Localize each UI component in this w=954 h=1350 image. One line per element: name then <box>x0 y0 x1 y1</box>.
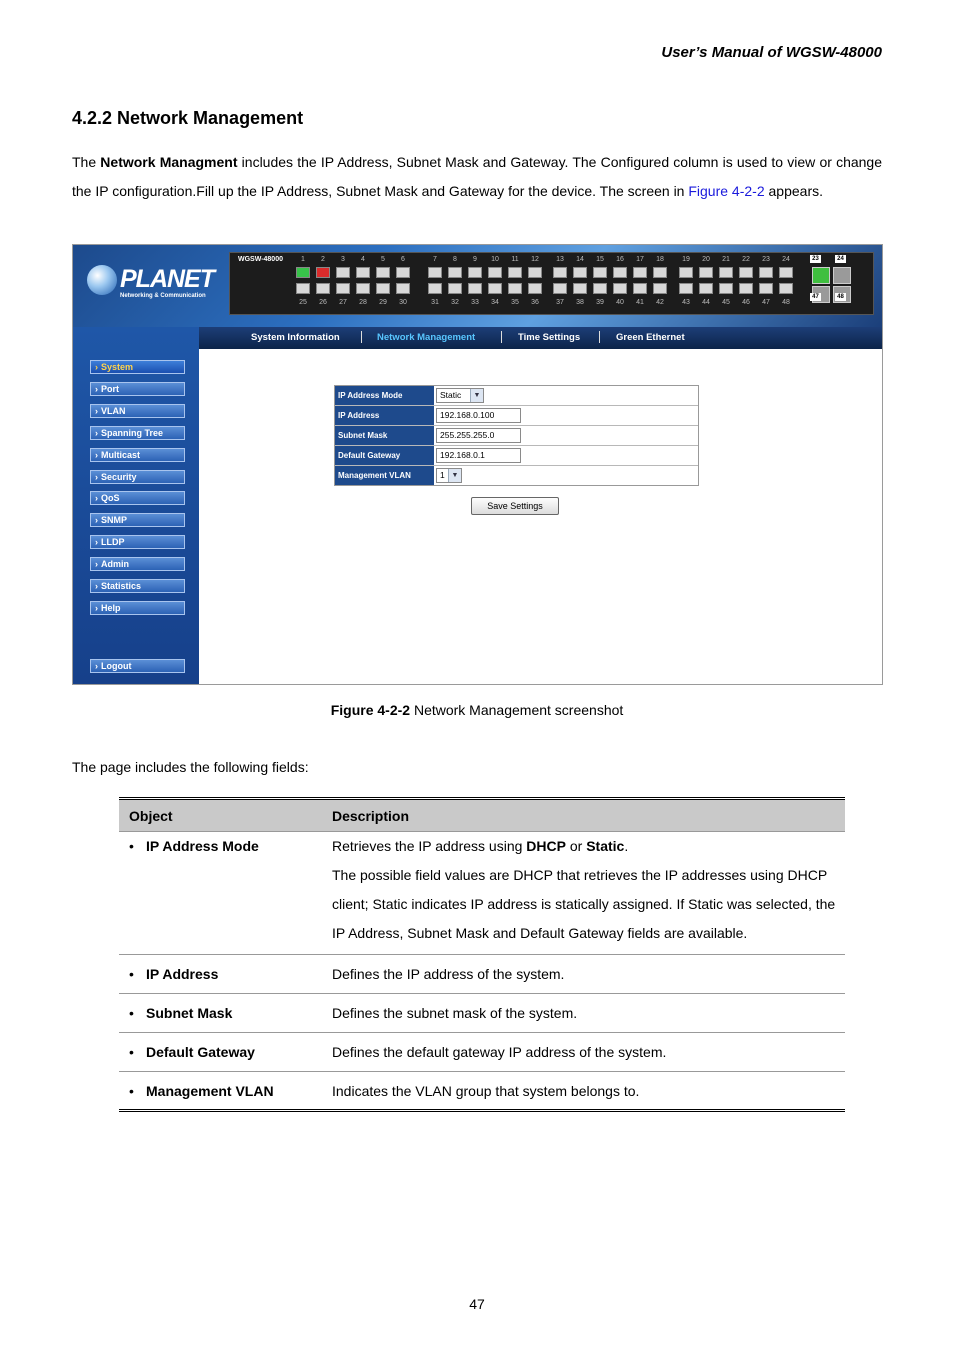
sidebar-item-spanning-tree[interactable]: › Spanning Tree <box>90 426 185 440</box>
sidebar-item-statistics[interactable]: › Statistics <box>90 579 185 593</box>
port-43[interactable] <box>679 283 693 294</box>
port-30[interactable] <box>396 283 410 294</box>
port-13[interactable] <box>553 267 567 278</box>
caption-figure-number: Figure 4-2-2 <box>330 702 411 718</box>
form-row <box>335 425 698 445</box>
ip-mode-select[interactable]: Static ▼ <box>436 388 484 403</box>
intro-bold: Network Managment <box>100 154 238 170</box>
port-46[interactable] <box>739 283 753 294</box>
port-number-label: 42 <box>656 299 664 306</box>
port-45[interactable] <box>719 283 733 294</box>
port-number-label: 3 <box>341 256 345 263</box>
port-48[interactable] <box>779 283 793 294</box>
port-number-label: 46 <box>742 299 750 306</box>
port-22[interactable] <box>739 267 753 278</box>
top-nav-bar <box>199 327 882 349</box>
chevron-down-icon: ▼ <box>470 389 483 402</box>
port-number-label: 33 <box>471 299 479 306</box>
save-settings-button[interactable]: Save Settings <box>471 497 559 515</box>
object-subnet-mask: • Subnet Mask <box>129 1005 232 1021</box>
intro-text-1: The <box>72 154 101 170</box>
content-area <box>199 349 882 684</box>
port-3[interactable] <box>336 267 350 278</box>
port-number-label: 47 <box>762 299 770 306</box>
port-16[interactable] <box>613 267 627 278</box>
port-number-label: 13 <box>556 256 564 263</box>
port-47[interactable] <box>759 283 773 294</box>
globe-icon <box>87 265 117 295</box>
switch-banner <box>73 245 882 327</box>
intro-paragraph <box>72 148 882 205</box>
switch-front-panel <box>229 252 874 315</box>
sidebar-item-snmp[interactable]: › SNMP <box>90 513 185 527</box>
default-gateway-input[interactable]: 192.168.0.1 <box>436 448 521 463</box>
port-11[interactable] <box>508 267 522 278</box>
form-row <box>335 465 698 485</box>
port-number-label: 26 <box>319 299 327 306</box>
port-number-label: 30 <box>399 299 407 306</box>
port-14[interactable] <box>573 267 587 278</box>
sfp-port-label: 24 <box>835 255 846 263</box>
column-header-object: Object <box>119 800 332 832</box>
port-number-label: 16 <box>616 256 624 263</box>
table-row <box>119 1072 845 1111</box>
management-vlan-label: Management VLAN <box>335 466 434 485</box>
table-header-row <box>119 800 845 832</box>
sidebar-item-security[interactable]: › Security <box>90 470 185 484</box>
nav-divider <box>361 331 362 343</box>
port-24[interactable] <box>779 267 793 278</box>
object-management-vlan: • Management VLAN <box>129 1083 274 1099</box>
port-number-label: 27 <box>339 299 347 306</box>
port-number-label: 5 <box>381 256 385 263</box>
port-41[interactable] <box>633 283 647 294</box>
port-35[interactable] <box>508 283 522 294</box>
port-23[interactable] <box>759 267 773 278</box>
port-number-label: 38 <box>576 299 584 306</box>
page-number: 47 <box>469 1296 485 1312</box>
port-17[interactable] <box>633 267 647 278</box>
description-text: Defines the default gateway IP address of the system. <box>332 1033 845 1072</box>
caption-text: Network Management screenshot <box>410 702 624 718</box>
manual-header: User’s Manual of WGSW-48000 <box>661 44 882 61</box>
port-number-label: 2 <box>321 256 325 263</box>
description-line: client; Static indicates IP address is statically assigned. If Static was selected, the <box>332 896 836 912</box>
port-18[interactable] <box>653 267 667 278</box>
fields-intro: The page includes the following fields: <box>72 759 309 775</box>
intro-text-2: includes the IP Address, Subnet Mask and Gateway. The Configured column is used to view or change the IP configuration.Fill up the IP Address, Subnet Mask and Gateway for the device. The screen in <box>72 154 882 199</box>
subnet-mask-input[interactable]: 255.255.255.0 <box>436 428 521 443</box>
object-default-gateway: • Default Gateway <box>129 1044 255 1060</box>
port-27[interactable] <box>336 283 350 294</box>
section-title: 4.2.2 Network Management <box>72 108 304 128</box>
sidebar-item-system[interactable]: › System <box>90 360 185 374</box>
port-number-label: 1 <box>301 256 305 263</box>
port-number-label: 39 <box>596 299 604 306</box>
port-number-label: 32 <box>451 299 459 306</box>
port-number-label: 19 <box>682 256 690 263</box>
logo-text: PLANET <box>120 265 214 293</box>
planet-logo <box>87 263 214 308</box>
port-number-label: 31 <box>431 299 439 306</box>
port-number-label: 28 <box>359 299 367 306</box>
table-row <box>119 832 845 955</box>
port-21[interactable] <box>719 267 733 278</box>
form-row <box>335 386 698 405</box>
port-number-label: 41 <box>636 299 644 306</box>
figure-link[interactable]: Figure 4-2-2 <box>688 182 765 199</box>
port-number-label: 22 <box>742 256 750 263</box>
network-management-screenshot <box>72 244 883 685</box>
port-40[interactable] <box>613 283 627 294</box>
port-number-label: 11 <box>511 256 519 263</box>
sidebar-item-help[interactable]: › Help <box>90 601 185 615</box>
sidebar-item-multicast[interactable]: › Multicast <box>90 448 185 462</box>
port-26[interactable] <box>316 283 330 294</box>
intro-text-3: appears. <box>764 182 823 199</box>
model-label: WGSW-48000 <box>238 256 283 263</box>
port-number-label: 35 <box>511 299 519 306</box>
port-32[interactable] <box>448 283 462 294</box>
port-2[interactable] <box>316 267 330 278</box>
port-number-label: 29 <box>379 299 387 306</box>
table-row <box>119 1033 845 1072</box>
description-text: Defines the subnet mask of the system. <box>332 994 845 1033</box>
sidebar-menu <box>73 327 199 684</box>
sidebar-item-vlan[interactable]: › VLAN <box>90 404 185 418</box>
port-29[interactable] <box>376 283 390 294</box>
fields-table <box>119 797 845 1112</box>
logo-subtitle: Networking & Communication <box>120 293 206 299</box>
sidebar-item-port[interactable]: › Port <box>90 382 185 396</box>
port-1[interactable] <box>296 267 310 278</box>
sidebar-item-lldp[interactable]: › LLDP <box>90 535 185 549</box>
port-number-label: 12 <box>531 256 539 263</box>
chevron-down-icon: ▼ <box>448 469 461 482</box>
port-4[interactable] <box>356 267 370 278</box>
sidebar-item-qos[interactable]: › QoS <box>90 491 185 505</box>
port-number-label: 25 <box>299 299 307 306</box>
port-15[interactable] <box>593 267 607 278</box>
sidebar-item-logout[interactable]: › Logout <box>90 659 185 673</box>
port-number-label: 23 <box>762 256 770 263</box>
port-44[interactable] <box>699 283 713 294</box>
form-row <box>335 445 698 465</box>
port-number-label: 21 <box>722 256 730 263</box>
port-number-label: 44 <box>702 299 710 306</box>
tab-green-ethernet[interactable]: Green Ethernet <box>616 332 685 343</box>
port-20[interactable] <box>699 267 713 278</box>
description-line: The possible field values are DHCP that retrieves the IP addresses using DHCP <box>332 867 828 883</box>
sidebar-item-admin[interactable]: › Admin <box>90 557 185 571</box>
port-number-label: 9 <box>473 256 477 263</box>
port-number-label: 17 <box>636 256 644 263</box>
port-34[interactable] <box>488 283 502 294</box>
ip-mode-label: IP Address Mode <box>335 386 434 405</box>
port-12[interactable] <box>528 267 542 278</box>
port-19[interactable] <box>679 267 693 278</box>
tab-time-settings[interactable]: Time Settings <box>518 332 581 343</box>
tab-network-management[interactable]: Network Management <box>377 332 476 343</box>
port-number-label: 7 <box>433 256 437 263</box>
port-number-label: 37 <box>556 299 564 306</box>
port-number-label: 36 <box>531 299 539 306</box>
port-5[interactable] <box>376 267 390 278</box>
port-36[interactable] <box>528 283 542 294</box>
description-line: IP Address, Subnet Mask and Default Gateway fields are available. <box>332 925 748 941</box>
description-line: Retrieves the IP address using DHCP or Static. <box>332 838 629 854</box>
port-number-label: 18 <box>656 256 664 263</box>
object-ip-address-mode: • IP Address Mode <box>129 838 259 854</box>
description-text: Defines the IP address of the system. <box>332 955 845 994</box>
port-9[interactable] <box>468 267 482 278</box>
port-38[interactable] <box>573 283 587 294</box>
port-8[interactable] <box>448 267 462 278</box>
ip-address-input[interactable]: 192.168.0.100 <box>436 408 521 423</box>
ip-address-label: IP Address <box>335 406 434 425</box>
port-42[interactable] <box>653 283 667 294</box>
port-number-label: 48 <box>782 299 790 306</box>
port-number-label: 4 <box>361 256 365 263</box>
port-number-label: 45 <box>722 299 730 306</box>
port-31[interactable] <box>428 283 442 294</box>
port-number-label: 34 <box>491 299 499 306</box>
column-header-description: Description <box>332 800 845 832</box>
port-number-label: 20 <box>702 256 710 263</box>
sfp-port-label: 23 <box>810 255 821 263</box>
table-row <box>119 994 845 1033</box>
port-6[interactable] <box>396 267 410 278</box>
nav-divider <box>501 331 502 343</box>
port-39[interactable] <box>593 283 607 294</box>
port-28[interactable] <box>356 283 370 294</box>
description-text: Indicates the VLAN group that system belongs to. <box>332 1072 845 1111</box>
default-gateway-label: Default Gateway <box>335 446 434 465</box>
port-number-label: 24 <box>782 256 790 263</box>
port-number-label: 10 <box>491 256 499 263</box>
port-number-label: 8 <box>453 256 457 263</box>
sfp-port-label: 48 <box>835 293 846 301</box>
port-37[interactable] <box>553 283 567 294</box>
sfp-port-23[interactable] <box>812 267 830 284</box>
port-number-label: 40 <box>616 299 624 306</box>
management-vlan-select[interactable]: 1 ▼ <box>436 468 462 483</box>
port-7[interactable] <box>428 267 442 278</box>
port-number-label: 43 <box>682 299 690 306</box>
subnet-mask-label: Subnet Mask <box>335 426 434 445</box>
port-25[interactable] <box>296 283 310 294</box>
nav-divider <box>599 331 600 343</box>
table-row <box>119 955 845 994</box>
sfp-port-label: 47 <box>810 293 821 301</box>
form-row <box>335 405 698 425</box>
port-number-label: 14 <box>576 256 584 263</box>
network-settings-form <box>334 385 699 486</box>
sfp-port-24[interactable] <box>833 267 851 284</box>
port-33[interactable] <box>468 283 482 294</box>
port-number-label: 15 <box>596 256 604 263</box>
object-ip-address: • IP Address <box>129 966 218 982</box>
figure-caption <box>0 702 954 718</box>
tab-system-information[interactable]: System Information <box>251 332 340 343</box>
port-10[interactable] <box>488 267 502 278</box>
port-number-label: 6 <box>401 256 405 263</box>
